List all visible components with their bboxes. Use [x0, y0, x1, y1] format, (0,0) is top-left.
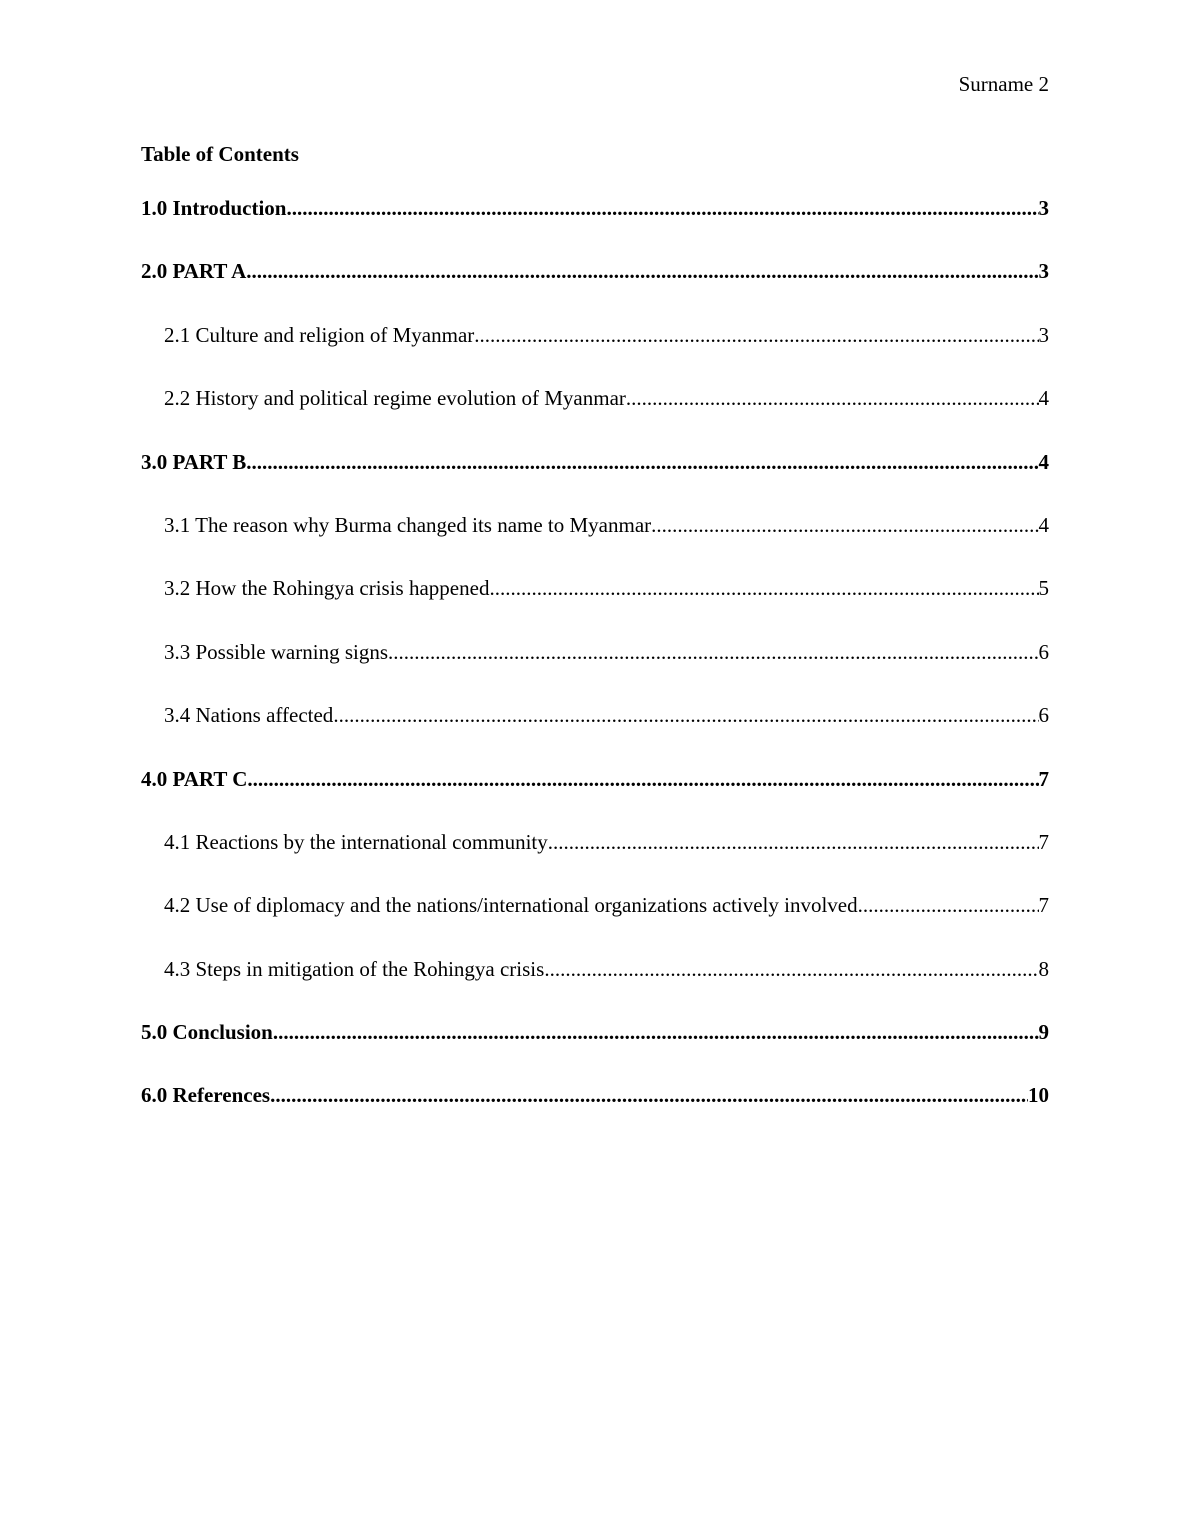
toc-entry-page: 6 — [1038, 703, 1049, 728]
toc-entry-label: 2.0 PART A — [141, 259, 247, 284]
toc-leader-dots — [544, 955, 1038, 983]
toc-entry[interactable] — [141, 1018, 1049, 1046]
toc-entry[interactable] — [141, 1081, 1049, 1109]
toc-entry-page: 4 — [1038, 386, 1049, 411]
toc-entry-page: 5 — [1038, 576, 1049, 601]
toc-entry[interactable] — [141, 194, 1049, 222]
toc-leader-dots — [474, 321, 1038, 349]
toc-leader-dots — [651, 511, 1038, 539]
toc-entry[interactable] — [141, 574, 1049, 602]
toc-leader-dots — [247, 765, 1038, 793]
toc-leader-dots — [388, 638, 1038, 666]
toc-entry-page: 4 — [1038, 512, 1049, 537]
toc-leader-dots — [626, 384, 1039, 412]
toc-leader-dots — [273, 1018, 1039, 1046]
toc-leader-dots — [333, 701, 1038, 729]
toc-entry-page: 8 — [1038, 956, 1049, 981]
toc-entry-label: 3.0 PART B — [141, 449, 247, 474]
page-header: Surname 2 — [958, 72, 1049, 96]
toc-leader-dots — [270, 1081, 1028, 1109]
toc-entry[interactable] — [141, 384, 1049, 412]
toc-leader-dots — [548, 828, 1039, 856]
toc-entry[interactable] — [141, 955, 1049, 983]
toc-entry-label: 2.1 Culture and religion of Myanmar — [164, 322, 475, 347]
toc-entry[interactable] — [141, 638, 1049, 666]
toc-entry[interactable] — [141, 828, 1049, 856]
toc-entry-label: 4.2 Use of diplomacy and the nations/international organizations actively involved — [164, 893, 858, 918]
table-of-contents — [141, 194, 1049, 1145]
toc-leader-dots — [246, 257, 1038, 285]
toc-entry-label: 3.3 Possible warning signs — [164, 639, 389, 664]
toc-entry-page: 7 — [1038, 766, 1049, 791]
toc-entry-page: 3 — [1038, 259, 1049, 284]
toc-entry-label: 1.0 Introduction — [141, 196, 287, 220]
toc-entry-label: 4.0 PART C — [141, 766, 248, 791]
toc-leader-dots — [858, 891, 1039, 919]
toc-entry-page: 4 — [1038, 449, 1049, 474]
toc-entry[interactable] — [141, 511, 1049, 539]
toc-entry[interactable] — [141, 321, 1049, 349]
toc-entry-page: 10 — [1028, 1083, 1049, 1108]
toc-entry-page: 3 — [1038, 322, 1049, 347]
toc-leader-dots — [489, 574, 1038, 602]
toc-title: Table of Contents — [141, 142, 299, 166]
toc-entry-page: 7 — [1038, 829, 1049, 854]
toc-entry[interactable] — [141, 448, 1049, 476]
toc-entry-label: 4.1 Reactions by the international community — [164, 829, 548, 854]
toc-entry[interactable] — [141, 701, 1049, 729]
toc-entry[interactable] — [141, 257, 1049, 285]
toc-entry-page: 7 — [1038, 893, 1049, 918]
toc-entry-label: 3.4 Nations affected — [164, 703, 334, 728]
toc-entry-label: 2.2 History and political regime evolution of Myanmar — [164, 386, 626, 411]
toc-entry-page: 9 — [1038, 1020, 1049, 1045]
toc-entry-label: 3.2 How the Rohingya crisis happened — [164, 576, 490, 601]
toc-leader-dots — [286, 194, 1038, 222]
toc-entry-label: 5.0 Conclusion — [141, 1020, 273, 1045]
toc-entry-page: 6 — [1038, 639, 1049, 664]
toc-leader-dots — [246, 448, 1038, 476]
toc-entry-label: 6.0 References — [141, 1083, 271, 1108]
toc-entry-label: 3.1 The reason why Burma changed its name to Myanmar — [164, 512, 652, 537]
toc-entry[interactable] — [141, 891, 1049, 919]
toc-entry-label: 4.3 Steps in mitigation of the Rohingya crisis — [164, 956, 545, 981]
toc-entry-page: 3 — [1038, 196, 1049, 220]
toc-entry[interactable] — [141, 765, 1049, 793]
